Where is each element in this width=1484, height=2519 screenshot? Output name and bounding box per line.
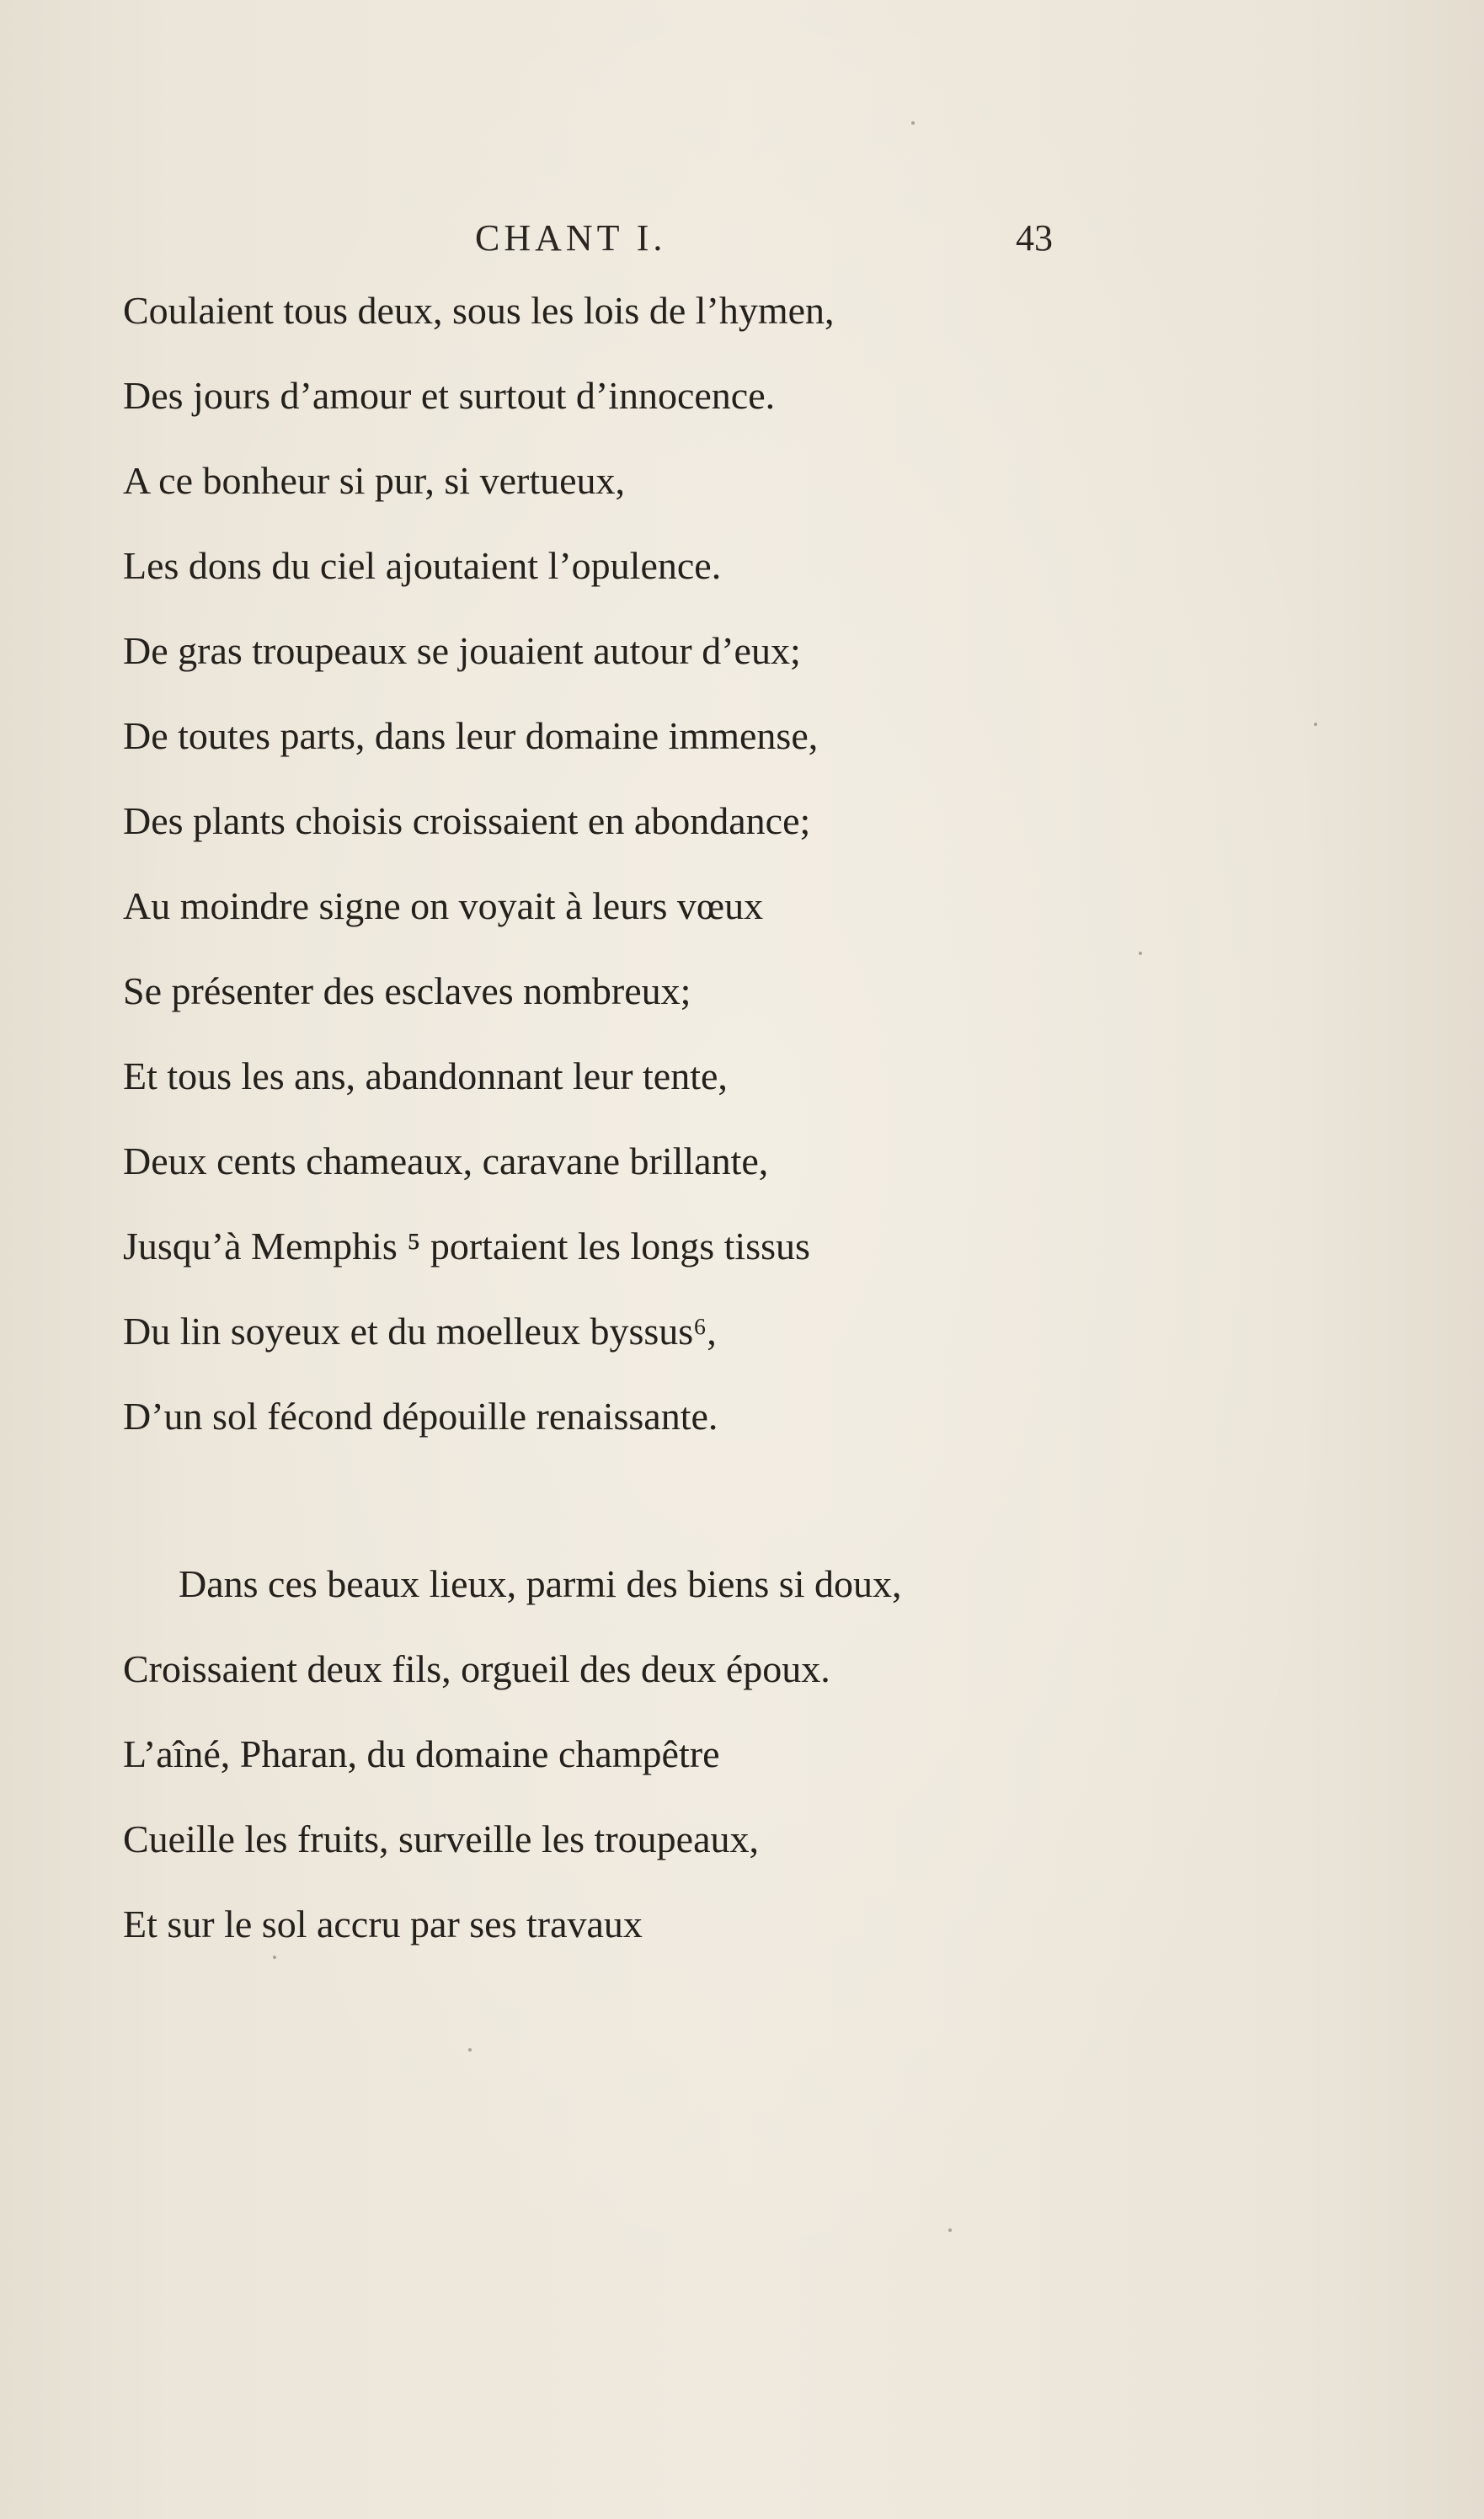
paper-speck [911, 121, 915, 125]
verse-line: L’aîné, Pharan, du domaine champêtre [123, 1732, 720, 1775]
verse-line: Et sur le sol accru par ses travaux [123, 1903, 643, 1945]
paper-speck [468, 2048, 472, 2052]
verse-line: D’un sol fécond dépouille renaissante. [123, 1395, 718, 1438]
paper-speck [1139, 952, 1142, 955]
verse-line: Coulaient tous deux, sous les lois de l’hymen, [123, 289, 835, 332]
verse-line: Les dons du ciel ajoutaient l’opulence. [123, 544, 722, 587]
verse-line: De toutes parts, dans leur domaine immense, [123, 714, 819, 757]
verse-line: Croissaient deux fils, orgueil des deux époux. [123, 1647, 830, 1690]
verse-line: Des plants choisis croissaient en abondance; [123, 799, 811, 842]
verse-line: Se présenter des esclaves nombreux; [123, 969, 691, 1012]
verse-line: Au moindre signe on voyait à leurs vœux [123, 884, 764, 927]
page-number: 43 [1016, 217, 1053, 259]
stanza-1 [123, 268, 1218, 1459]
running-title: CHANT I. [475, 217, 667, 259]
verse-line: Jusqu’à Memphis ⁵ portaient les longs tissus [123, 1225, 810, 1268]
verse-line: Cueille les fruits, surveille les troupeaux, [123, 1817, 759, 1860]
verse-line: Du lin soyeux et du moelleux byssus⁶, [123, 1310, 717, 1353]
verse-line: De gras troupeaux se jouaient autour d’eux; [123, 629, 801, 672]
verse-line: Et tous les ans, abandonnant leur tente, [123, 1054, 728, 1097]
paper-speck [1314, 723, 1317, 726]
page-header [118, 209, 1053, 268]
verse-line: Deux cents chameaux, caravane brillante, [123, 1139, 769, 1182]
paper-speck [948, 2228, 952, 2232]
verse-line: Des jours d’amour et surtout d’innocence. [123, 374, 776, 417]
stanza-2 [123, 1541, 1218, 1967]
verse-line: Dans ces beaux lieux, parmi des biens si doux, [179, 1562, 902, 1605]
paper-speck [273, 1956, 276, 1959]
verse-line: A ce bonheur si pur, si vertueux, [123, 459, 626, 502]
poem-text [123, 268, 1218, 1967]
